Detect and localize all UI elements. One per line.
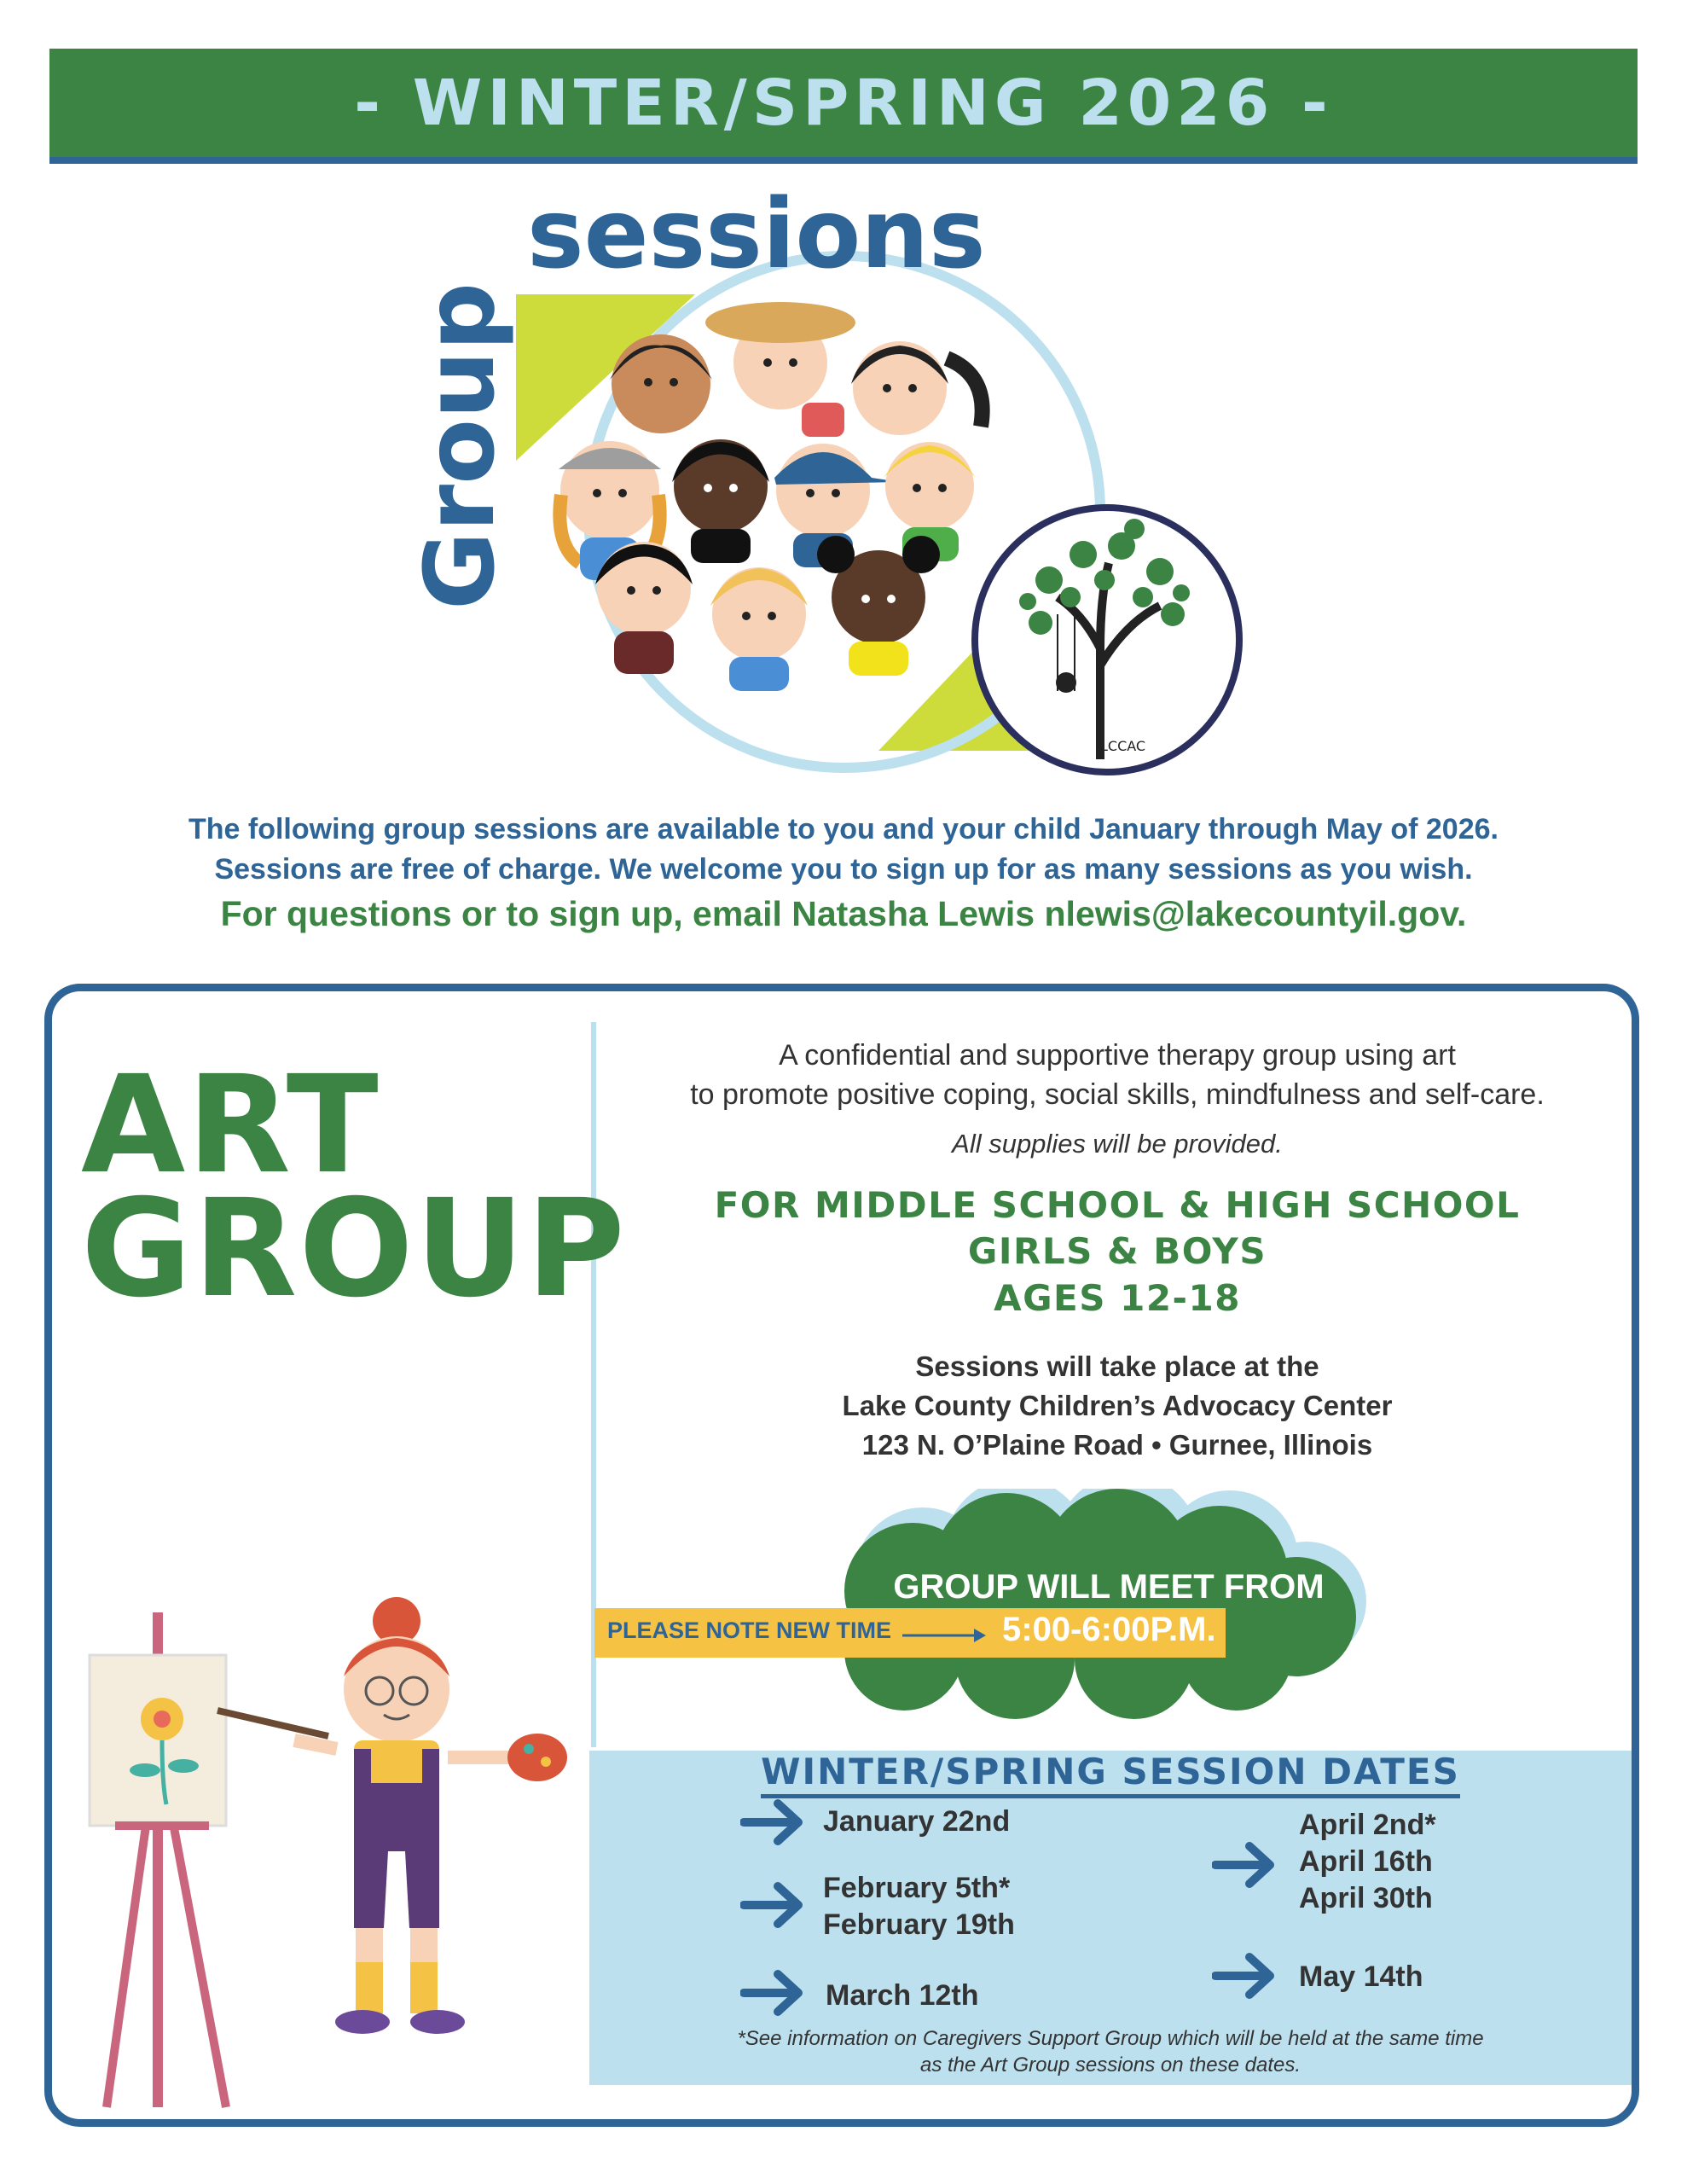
date-line: January 22nd xyxy=(823,1805,1011,1838)
session-dates-title xyxy=(589,1751,1632,1792)
logo-word-sessions: sessions xyxy=(527,179,986,290)
location-line-2: Lake County Children’s Advocacy Center xyxy=(842,1390,1393,1421)
seal-label: LCCAC xyxy=(1100,738,1146,754)
face-8 xyxy=(595,542,693,674)
footnote-line-2: as the Art Group sessions on these dates. xyxy=(919,2053,1301,2077)
audience-line-2: GIRLS & BOYS xyxy=(967,1230,1267,1272)
date-line: February 19th xyxy=(823,1908,1015,1941)
description-line-1: A confidential and supportive therapy group using art xyxy=(779,1039,1456,1072)
date-line: March 12th xyxy=(826,1979,979,2012)
session-dates-title-text: WINTER/SPRING SESSION DATES xyxy=(761,1751,1460,1798)
banner-title: - WINTER/SPRING 2026 - xyxy=(354,66,1333,140)
audience-line-3: AGES 12-18 xyxy=(994,1277,1241,1319)
lccac-tree-seal xyxy=(975,508,1239,772)
date-january xyxy=(823,1804,1010,1840)
date-line: April 2nd* xyxy=(1299,1809,1436,1841)
location-line-1: Sessions will take place at the xyxy=(915,1350,1319,1382)
date-may xyxy=(1299,1959,1423,1995)
audience-line-1: FOR MIDDLE SCHOOL & HIGH SCHOOL xyxy=(714,1184,1521,1226)
season-banner xyxy=(49,49,1638,164)
art-title-line-2: GROUP xyxy=(81,1170,627,1327)
intro-line-1: The following group sessions are available to you and your child January through May of 2026. xyxy=(188,813,1499,845)
meeting-time: 5:00-6:00P.M. xyxy=(1002,1611,1216,1648)
date-march xyxy=(826,1978,979,2014)
face-9 xyxy=(710,567,808,691)
date-line: April 30th xyxy=(1299,1882,1433,1914)
art-title-line-1: ART xyxy=(81,1047,380,1204)
intro-line-2: Sessions are free of charge. We welcome you to sign up for as many sessions as you wish. xyxy=(214,853,1473,886)
face-2 xyxy=(705,302,855,437)
group-sessions-logo xyxy=(401,171,1271,785)
date-arrow-icon xyxy=(1212,1841,1284,1889)
supplies-note: All supplies will be provided. xyxy=(952,1129,1283,1159)
date-arrow-icon xyxy=(740,1798,813,1846)
date-line: May 14th xyxy=(1299,1960,1423,1993)
date-april xyxy=(1299,1807,1436,1917)
location-line-3: 123 N. O’Plaine Road • Gurnee, Illinois xyxy=(861,1429,1373,1461)
date-arrow-icon xyxy=(740,1881,813,1929)
logo-word-group: Group xyxy=(405,282,516,610)
date-arrow-icon xyxy=(740,1969,813,2017)
date-line: February 5th* xyxy=(823,1872,1011,1904)
face-5 xyxy=(672,439,769,563)
date-february xyxy=(823,1870,1015,1943)
intro-contact-line: For questions or to sign up, email Natasha Lewis nlewis@lakecountyil.gov. xyxy=(220,894,1467,933)
arrow-right-icon xyxy=(902,1625,988,1646)
footnote-line-1: *See information on Caregivers Support Group which will be held at the same time xyxy=(737,2027,1484,2050)
description-line-2: to promote positive coping, social skills, mindfulness and self-care. xyxy=(690,1078,1545,1111)
face-10 xyxy=(817,536,940,676)
meet-label: GROUP WILL MEET FROM xyxy=(893,1568,1325,1606)
date-line: April 16th xyxy=(1299,1845,1433,1878)
date-arrow-icon xyxy=(1212,1952,1284,2000)
new-time-note: PLEASE NOTE NEW TIME xyxy=(607,1618,892,1643)
painter-illustration xyxy=(81,1570,593,2116)
